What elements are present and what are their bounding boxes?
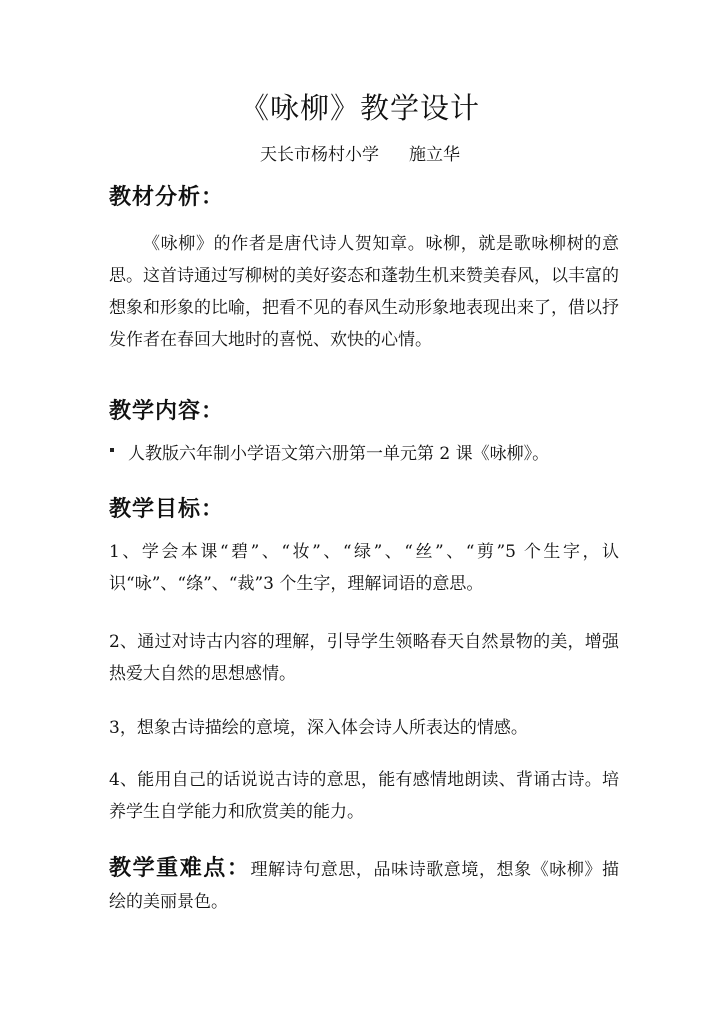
analysis-paragraph: 《咏柳》的作者是唐代诗人贺知章。咏柳，就是歌咏柳树的意思。这首诗通过写柳树的美好姿态和蓬勃生机来赞美春风，以丰富的想象和形象的比喻，把看不见的春风生动形象地表现出来了，借以抒发作者在春回大地时的喜悦、欢快的心情。 (109, 234, 619, 350)
goal-item-2: 2、通过对诗古内容的理解，引导学生领略春天自然景物的美，增强热爱大自然的思想感情。 (109, 632, 619, 684)
author-line (0, 140, 720, 165)
goal-item-4: 4、能用自己的话说说古诗的意思，能有感情地朗读、背诵古诗。培养学生自学能力和欣赏美的能力。 (109, 770, 619, 822)
analysis-heading: 教材分析： (109, 184, 225, 210)
content-heading: 教学内容： (109, 398, 225, 424)
goal-item-3: 3，想象古诗描绘的意境，深入体会诗人所表达的情感。 (109, 718, 528, 738)
school-name: 天长市杨村小学 (260, 145, 379, 165)
author-name: 施立华 (409, 145, 460, 165)
key-points-text: 理解诗句意思，品味诗歌意境，想象《咏柳》描绘的美丽景色。 (109, 860, 619, 912)
goal-item-1: 1、学会本课“碧”、“妆”、“绿”、“丝”、“剪”5 个生字，认识“咏”、“绦”、“裁”3 个生字，理解词语的意思。 (109, 542, 619, 594)
list-marker (110, 448, 114, 452)
key-points-paragraph (109, 852, 619, 918)
page-title: 《咏柳》教学设计 (239, 91, 480, 125)
goals-heading: 教学目标： (109, 496, 225, 522)
content-paragraph: 人教版六年制小学语文第六册第一单元第 2 课《咏柳》。 (128, 444, 550, 464)
key-points-heading: 教学重难点： (109, 855, 251, 881)
